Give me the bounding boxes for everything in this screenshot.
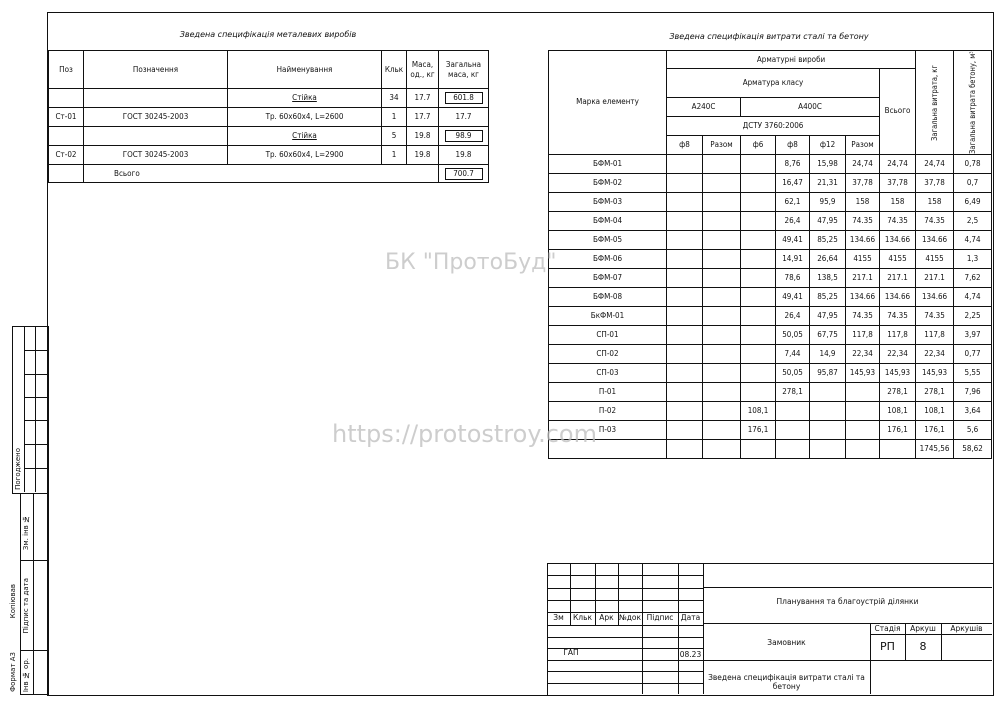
- value-cell: 145,93: [880, 363, 916, 382]
- header-a240: А240С: [667, 97, 741, 116]
- cell: [84, 127, 228, 146]
- value-cell: 24,74: [880, 154, 916, 173]
- value-cell: 4155: [880, 249, 916, 268]
- value-cell: [703, 306, 741, 325]
- value-cell: 62,1: [776, 192, 810, 211]
- value-cell: 5,6: [954, 420, 992, 439]
- value-cell: [703, 268, 741, 287]
- value-cell: [776, 420, 810, 439]
- value-cell: 7,62: [954, 268, 992, 287]
- value-cell: [667, 211, 703, 230]
- cell: Стійка: [228, 127, 382, 146]
- value-cell: [703, 344, 741, 363]
- value-cell: [703, 420, 741, 439]
- value-cell: 1,3: [954, 249, 992, 268]
- header-qty: Кльк: [382, 51, 407, 89]
- value-cell: [667, 401, 703, 420]
- header-mark: Марка елементу: [549, 51, 667, 155]
- value-cell: 134.66: [846, 230, 880, 249]
- table-row: [49, 108, 489, 127]
- element-mark-cell: БФМ-06: [549, 249, 667, 268]
- element-mark-cell: БФМ-03: [549, 192, 667, 211]
- header-name: Найменування: [228, 51, 382, 89]
- value-cell: 217.1: [916, 268, 954, 287]
- value-cell: 158: [846, 192, 880, 211]
- value-cell: [741, 192, 776, 211]
- value-cell: 117,8: [846, 325, 880, 344]
- header-sub: ф8: [776, 135, 810, 154]
- value-cell: 176,1: [741, 420, 776, 439]
- value-cell: 26,4: [776, 211, 810, 230]
- value-cell: 0,78: [954, 154, 992, 173]
- stamp-role: ГАП: [563, 648, 579, 657]
- stamp-sheet: 8: [919, 640, 927, 653]
- element-mark-cell: БФМ-04: [549, 211, 667, 230]
- value-cell: [667, 268, 703, 287]
- cell: 1: [382, 108, 407, 127]
- value-cell: [703, 230, 741, 249]
- value-cell: 85,25: [810, 287, 846, 306]
- header-pos: Поз: [49, 51, 84, 89]
- value-cell: 50,05: [776, 325, 810, 344]
- value-cell: [776, 401, 810, 420]
- value-cell: 145,93: [846, 363, 880, 382]
- element-mark-cell: СП-02: [549, 344, 667, 363]
- side-label-copied: Копіював: [9, 584, 17, 619]
- header-rebar: Арматурні вироби: [667, 51, 916, 69]
- value-cell: 47,95: [810, 306, 846, 325]
- table-row: [49, 146, 489, 165]
- stamp-date: 08.23: [679, 650, 702, 659]
- value-cell: [810, 420, 846, 439]
- value-cell: 7,96: [954, 382, 992, 401]
- value-cell: [667, 439, 703, 458]
- table-row: [549, 249, 992, 268]
- value-cell: [741, 344, 776, 363]
- value-cell: [741, 211, 776, 230]
- header-concrete: Загальна витрата бетону, м³: [954, 51, 992, 155]
- element-mark-cell: П-01: [549, 382, 667, 401]
- value-cell: [667, 344, 703, 363]
- header-sub: ф12: [810, 135, 846, 154]
- cell: 19.8: [407, 127, 439, 146]
- value-cell: 6,49: [954, 192, 992, 211]
- value-cell: 74.35: [846, 306, 880, 325]
- header-sub: Разом: [846, 135, 880, 154]
- cell: 34: [382, 89, 407, 108]
- total-label: Всього: [84, 165, 439, 183]
- value-cell: [703, 249, 741, 268]
- side-label-inv: Зм. інв №: [22, 515, 30, 551]
- value-cell: [846, 382, 880, 401]
- value-cell: [667, 306, 703, 325]
- value-cell: 74.35: [880, 211, 916, 230]
- element-mark-cell: БФМ-07: [549, 268, 667, 287]
- value-cell: 49,41: [776, 230, 810, 249]
- value-cell: 21,31: [810, 173, 846, 192]
- value-cell: 217.1: [846, 268, 880, 287]
- value-cell: 74.35: [880, 306, 916, 325]
- side-label-agreed: Погоджено: [14, 448, 22, 490]
- value-cell: [703, 439, 741, 458]
- table-row: [549, 211, 992, 230]
- value-cell: [667, 382, 703, 401]
- stamp-header-sign: Підпис: [646, 613, 674, 622]
- value-cell: 8,76: [776, 154, 810, 173]
- element-mark-cell: СП-01: [549, 325, 667, 344]
- element-mark-cell: П-03: [549, 420, 667, 439]
- cell: Стійка: [228, 89, 382, 108]
- value-cell: 117,8: [916, 325, 954, 344]
- value-cell: [741, 306, 776, 325]
- header-sub: ф6: [741, 135, 776, 154]
- value-cell: 24,74: [916, 154, 954, 173]
- cell: 17.7: [407, 108, 439, 127]
- table-header-row: [49, 51, 489, 89]
- table-row: [549, 192, 992, 211]
- value-cell: 108,1: [880, 401, 916, 420]
- stamp-client: Замовник: [767, 638, 806, 647]
- header-a400: А400С: [741, 97, 880, 116]
- value-cell: 7,44: [776, 344, 810, 363]
- table-row: [549, 344, 992, 363]
- element-mark-cell: [549, 439, 667, 458]
- value-cell: 117,8: [880, 325, 916, 344]
- value-cell: 134.66: [880, 230, 916, 249]
- value-cell: [776, 439, 810, 458]
- value-cell: 0,77: [954, 344, 992, 363]
- cell: [49, 127, 84, 146]
- cell: 19.8: [439, 146, 489, 165]
- cell: Тр. 60х60х4, L=2900: [228, 146, 382, 165]
- value-cell: 22,34: [880, 344, 916, 363]
- value-cell: 3,64: [954, 401, 992, 420]
- header-class: Арматура класу: [667, 69, 880, 98]
- table-row: [549, 230, 992, 249]
- value-cell: [810, 401, 846, 420]
- value-cell: 67,75: [810, 325, 846, 344]
- value-cell: [880, 439, 916, 458]
- value-cell: 95,9: [810, 192, 846, 211]
- element-mark-cell: БФМ-02: [549, 173, 667, 192]
- value-cell: [846, 401, 880, 420]
- side-label-sign-date: Підпис та дата: [22, 578, 30, 634]
- cell: 17.7: [439, 108, 489, 127]
- cell: 19.8: [407, 146, 439, 165]
- header-unit-mass: Маса, од., кг: [407, 51, 439, 89]
- value-cell: 4,74: [954, 287, 992, 306]
- table-row: [49, 127, 489, 146]
- table-row: [549, 306, 992, 325]
- stamp-header-doc: №док: [618, 613, 642, 622]
- value-cell: [741, 154, 776, 173]
- steel-concrete-table: [548, 50, 992, 459]
- table-row: [549, 420, 992, 439]
- value-cell: [667, 192, 703, 211]
- value-cell: [703, 211, 741, 230]
- value-cell: 26,4: [776, 306, 810, 325]
- value-cell: 134.66: [846, 287, 880, 306]
- stamp-sheet-label: Аркуш: [910, 624, 936, 633]
- cell: 17.7: [407, 89, 439, 108]
- value-cell: 2,25: [954, 306, 992, 325]
- element-mark-cell: СП-03: [549, 363, 667, 382]
- value-cell: 145,93: [916, 363, 954, 382]
- table-row: [549, 439, 992, 458]
- cell: [49, 89, 84, 108]
- header-sub: ф8: [667, 135, 703, 154]
- value-cell: [703, 363, 741, 382]
- value-cell: 138,5: [810, 268, 846, 287]
- stamp-header-change: Зм: [553, 613, 564, 622]
- value-cell: 134.66: [916, 230, 954, 249]
- value-cell: 4155: [846, 249, 880, 268]
- value-cell: 4155: [916, 249, 954, 268]
- element-mark-cell: БФМ-08: [549, 287, 667, 306]
- value-cell: [667, 230, 703, 249]
- cell: ГОСТ 30245-2003: [84, 108, 228, 127]
- stamp-header-sheet: Арк: [599, 613, 614, 622]
- value-cell: 2,5: [954, 211, 992, 230]
- value-cell: 0,7: [954, 173, 992, 192]
- value-cell: [703, 382, 741, 401]
- table-row: [49, 89, 489, 108]
- table-row: [549, 154, 992, 173]
- cell: [49, 165, 84, 183]
- stamp-stage-label: Стадія: [874, 624, 901, 633]
- table-row: [549, 382, 992, 401]
- cell: Ст-02: [49, 146, 84, 165]
- value-cell: 58,62: [954, 439, 992, 458]
- value-cell: 74.35: [916, 211, 954, 230]
- value-cell: [846, 420, 880, 439]
- table-row: [549, 173, 992, 192]
- header-designation: Позначення: [84, 51, 228, 89]
- element-mark-cell: БкФМ-01: [549, 306, 667, 325]
- value-cell: [703, 287, 741, 306]
- value-cell: 5,55: [954, 363, 992, 382]
- value-cell: 95,87: [810, 363, 846, 382]
- right-table-title: Зведена специфікація витрати сталі та бетону: [669, 32, 869, 41]
- value-cell: 278,1: [776, 382, 810, 401]
- value-cell: [703, 192, 741, 211]
- value-cell: 50,05: [776, 363, 810, 382]
- value-cell: 3,97: [954, 325, 992, 344]
- value-cell: [703, 154, 741, 173]
- table-row: [549, 287, 992, 306]
- value-cell: [667, 363, 703, 382]
- cell: [84, 89, 228, 108]
- table-row: [549, 325, 992, 344]
- value-cell: [741, 439, 776, 458]
- value-cell: [741, 173, 776, 192]
- value-cell: [810, 439, 846, 458]
- value-cell: 158: [880, 192, 916, 211]
- value-cell: 14,9: [810, 344, 846, 363]
- side-label-format: Формат А3: [9, 652, 17, 692]
- value-cell: [741, 325, 776, 344]
- header-total-mass: Загальна маса, кг: [439, 51, 489, 89]
- value-cell: 49,41: [776, 287, 810, 306]
- stamp-stage: РП: [880, 640, 895, 653]
- element-mark-cell: БФМ-05: [549, 230, 667, 249]
- value-cell: 74.35: [916, 306, 954, 325]
- value-cell: 4,74: [954, 230, 992, 249]
- value-cell: 108,1: [741, 401, 776, 420]
- header-steel: Загальна витрата, кг: [916, 51, 954, 155]
- cell: 5: [382, 127, 407, 146]
- value-cell: [741, 382, 776, 401]
- value-cell: 278,1: [916, 382, 954, 401]
- value-cell: [846, 439, 880, 458]
- value-cell: 85,25: [810, 230, 846, 249]
- value-cell: [667, 173, 703, 192]
- watermark-url: https://protostroy.com: [332, 420, 597, 448]
- value-cell: 108,1: [916, 401, 954, 420]
- left-table-title: Зведена специфікація металевих виробів: [179, 30, 357, 39]
- header-total: Всього: [880, 69, 916, 155]
- value-cell: 24,74: [846, 154, 880, 173]
- cell: Тр. 60х60х4, L=2600: [228, 108, 382, 127]
- stamp-project: Планування та благоустрій ділянки: [776, 597, 919, 606]
- table-row: [549, 268, 992, 287]
- steel-table-body: [549, 154, 992, 458]
- value-cell: 176,1: [916, 420, 954, 439]
- watermark-company: БК "ПротоБуд": [385, 250, 557, 275]
- value-cell: 134.66: [880, 287, 916, 306]
- value-cell: [667, 420, 703, 439]
- cell: 1: [382, 146, 407, 165]
- value-cell: [667, 325, 703, 344]
- value-cell: 217.1: [880, 268, 916, 287]
- cell: 601.8: [439, 89, 489, 108]
- value-cell: 37,78: [880, 173, 916, 192]
- cell: Ст-01: [49, 108, 84, 127]
- element-mark-cell: БФМ-01: [549, 154, 667, 173]
- value-cell: 74.35: [846, 211, 880, 230]
- value-cell: 1745,56: [916, 439, 954, 458]
- header-sub: Разом: [703, 135, 741, 154]
- metal-products-table: [48, 50, 489, 183]
- value-cell: 14,91: [776, 249, 810, 268]
- side-label-inv-orig: Інв № ор.: [22, 658, 30, 693]
- stamp-sheet-title: Зведена специфікація витрати сталі та бетону: [708, 673, 865, 691]
- table-row: [549, 363, 992, 382]
- value-cell: 134.66: [916, 287, 954, 306]
- value-cell: [703, 401, 741, 420]
- value-cell: [667, 249, 703, 268]
- cell: ГОСТ 30245-2003: [84, 146, 228, 165]
- value-cell: 37,78: [916, 173, 954, 192]
- stamp-header-qty: Кльк: [572, 613, 593, 622]
- value-cell: [741, 287, 776, 306]
- value-cell: 158: [916, 192, 954, 211]
- value-cell: [667, 287, 703, 306]
- stamp-sheets-label: Аркушів: [950, 624, 983, 633]
- value-cell: [741, 363, 776, 382]
- value-cell: 15,98: [810, 154, 846, 173]
- value-cell: [667, 154, 703, 173]
- value-cell: 22,34: [916, 344, 954, 363]
- element-mark-cell: П-02: [549, 401, 667, 420]
- total-row: [49, 165, 489, 183]
- value-cell: [703, 173, 741, 192]
- value-cell: [741, 249, 776, 268]
- table-row: [549, 401, 992, 420]
- value-cell: 26,64: [810, 249, 846, 268]
- stamp-header-date: Дата: [680, 613, 701, 622]
- value-cell: 16,47: [776, 173, 810, 192]
- value-cell: 47,95: [810, 211, 846, 230]
- value-cell: [810, 382, 846, 401]
- header-dstu: ДСТУ 3760:2006: [667, 116, 880, 135]
- value-cell: [703, 325, 741, 344]
- cell: 98.9: [439, 127, 489, 146]
- value-cell: 22,34: [846, 344, 880, 363]
- value-cell: 37,78: [846, 173, 880, 192]
- value-cell: 176,1: [880, 420, 916, 439]
- value-cell: 278,1: [880, 382, 916, 401]
- value-cell: [741, 268, 776, 287]
- value-cell: [741, 230, 776, 249]
- total-value: 700.7: [439, 165, 489, 183]
- value-cell: 78,6: [776, 268, 810, 287]
